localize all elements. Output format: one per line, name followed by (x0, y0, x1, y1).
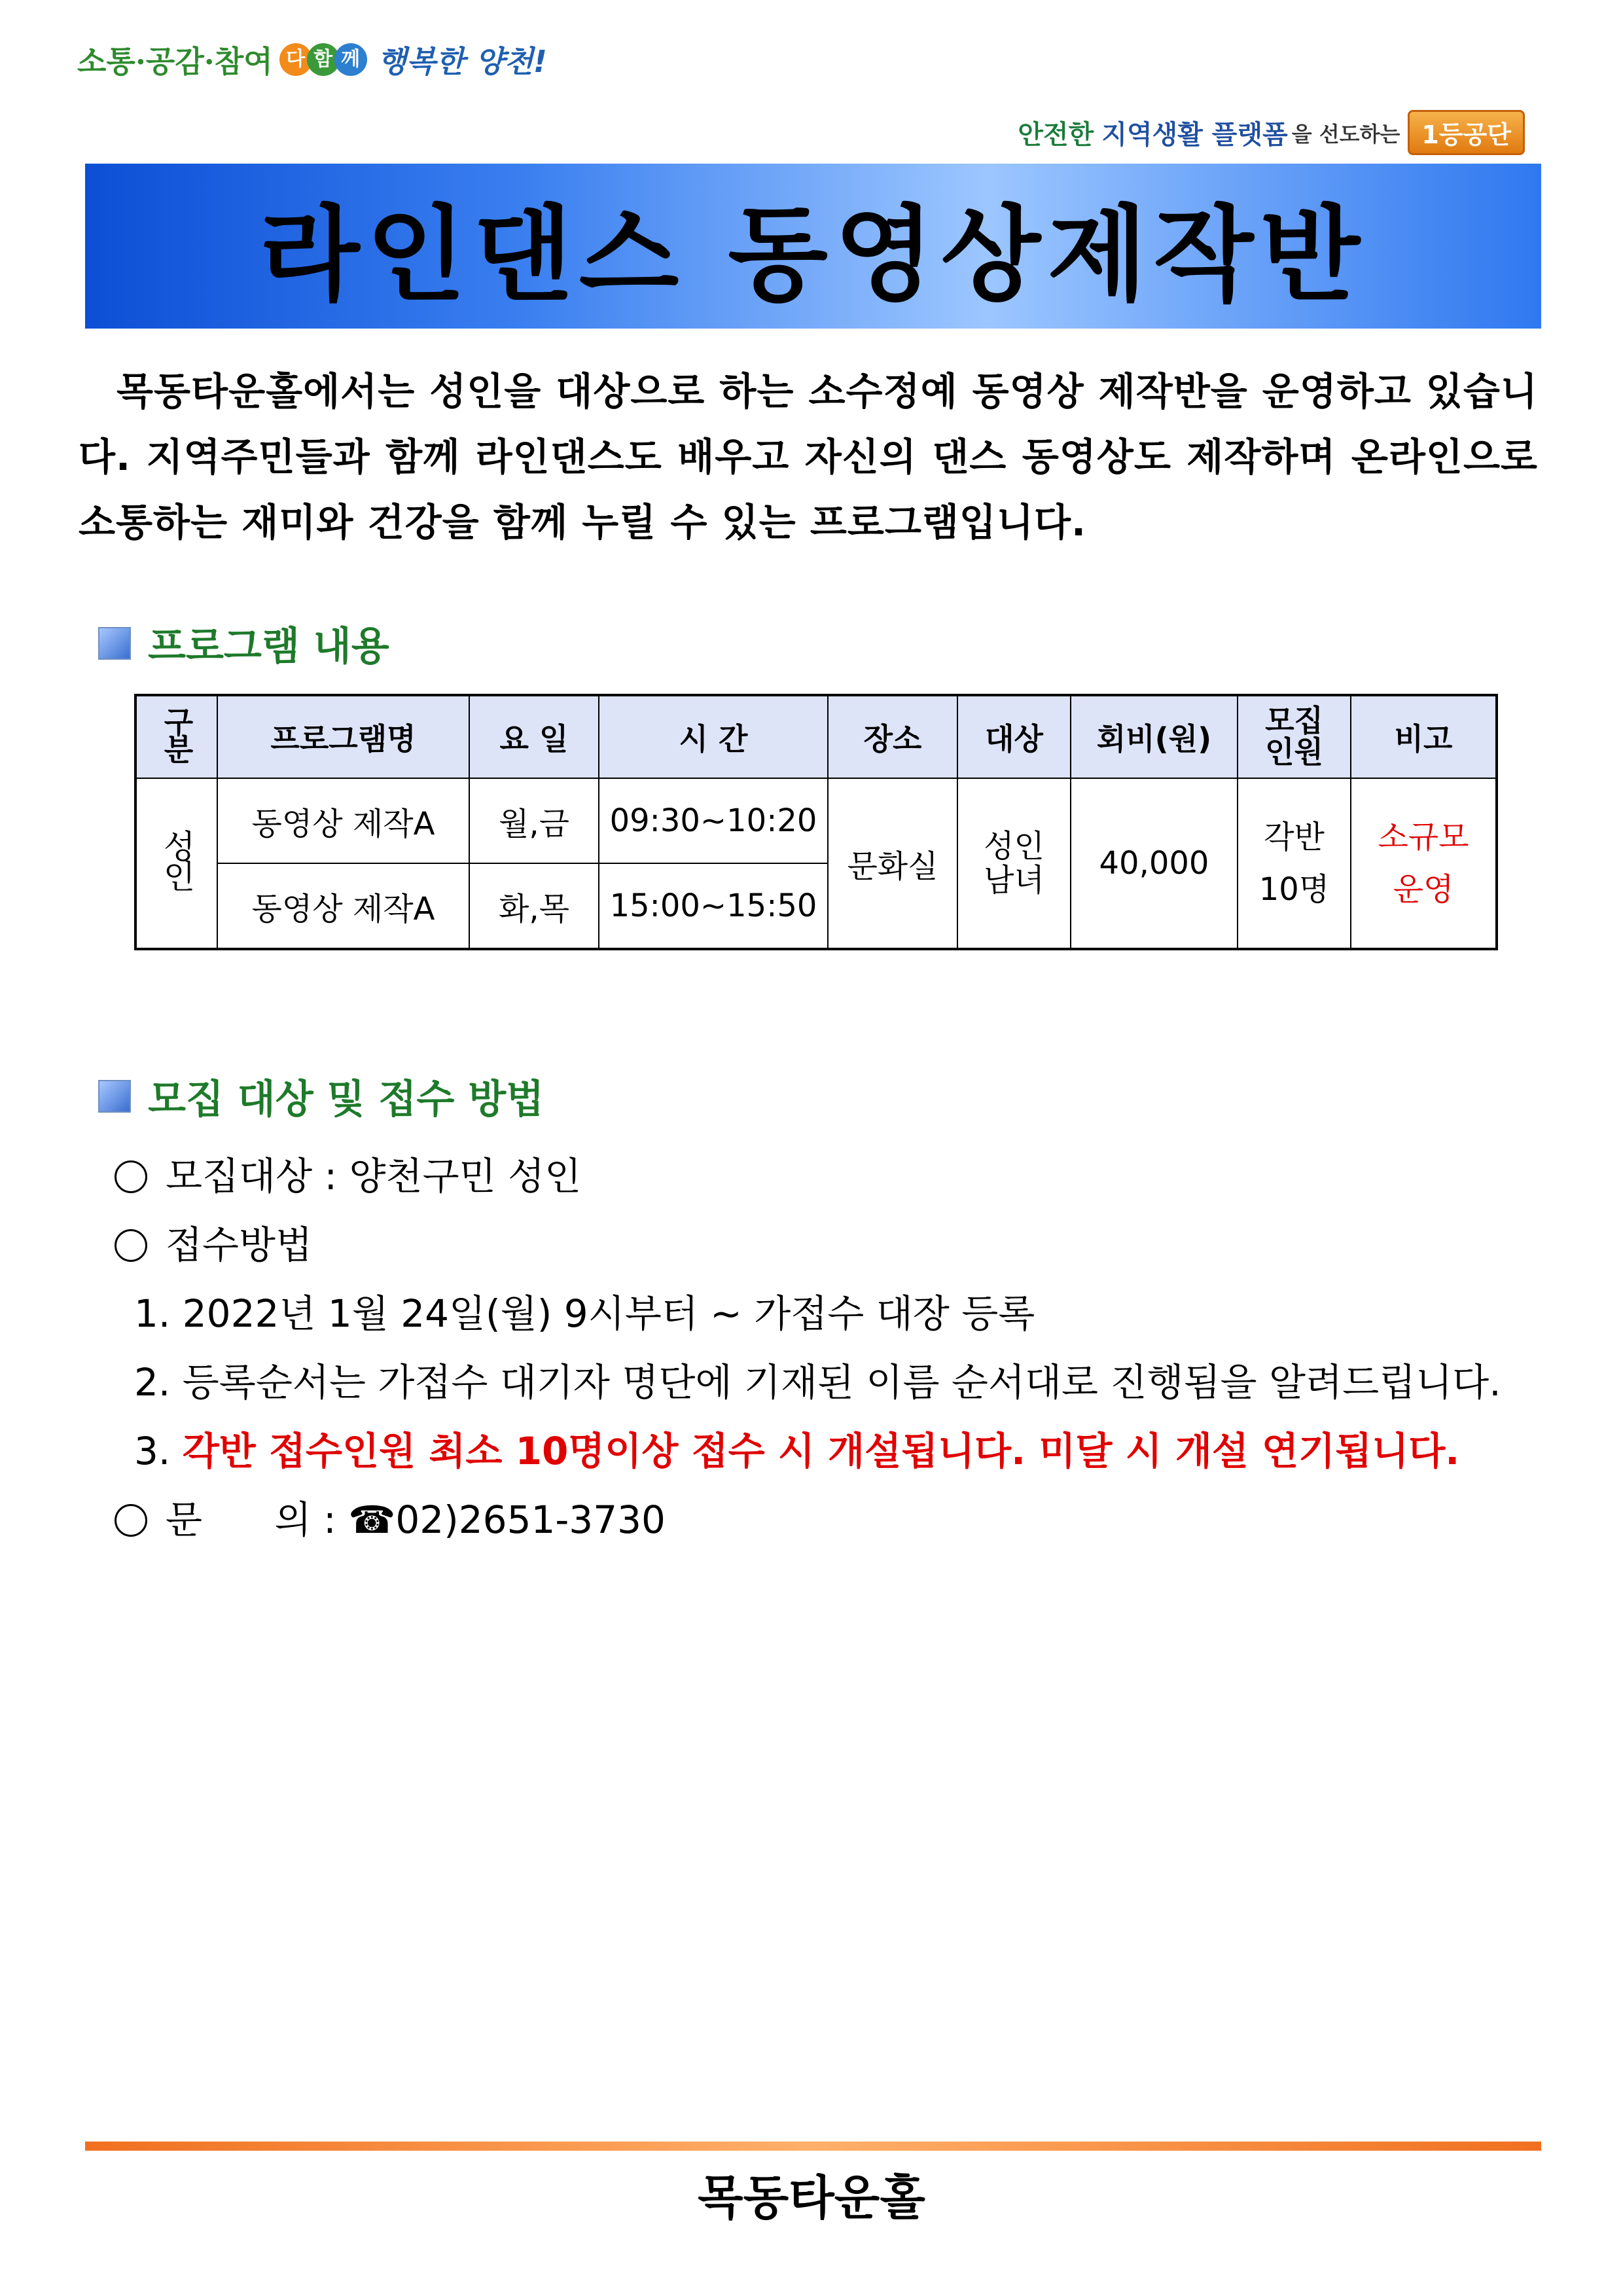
cell-time: 09:30~10:20 (599, 778, 828, 863)
logo-letter-da: 다 (279, 43, 312, 76)
recruit-step-2: 2. 등록순서는 가접수 대기자 명단에 기재된 이름 순서대로 진행됨을 알려드립니다. (134, 1360, 1501, 1405)
table-row (135, 778, 1497, 863)
platform-text-b: 지역생활 플랫폼 (1101, 120, 1288, 150)
header-fee: 회비(원) (1071, 695, 1238, 778)
header-program: 프로그램명 (217, 695, 469, 778)
slogan (77, 38, 547, 81)
recruit-method: 접수방법 (115, 1214, 312, 1269)
platform-text-c: 을 선도하는 (1291, 121, 1400, 147)
recruit-target: 모집대상 : 양천구민 성인 (115, 1145, 581, 1200)
header-target: 대상 (957, 695, 1071, 778)
cell-time: 15:00~15:50 (599, 863, 828, 949)
footer-title: 목동타운홀 (698, 2170, 925, 2225)
cell-day: 화,목 (469, 863, 599, 949)
footer-divider (85, 2142, 1541, 2151)
section-title: 프로그램 내용 (148, 624, 389, 670)
cell-fee: 40,000 (1071, 778, 1238, 949)
section-title: 모집 대상 및 접수 방법 (148, 1077, 544, 1122)
logo-letter-kke: 께 (334, 43, 367, 76)
step-3-emphasis: 각반 접수인원 최소 10명이상 접수 시 개설됩니다. 미달 시 개설 연기됩니다. (182, 1429, 1460, 1473)
square-bullet-icon (98, 1080, 131, 1113)
cell-program-name: 동영상 제작A (217, 778, 469, 863)
logo-letter-ham: 함 (307, 43, 340, 76)
table-header-row (135, 695, 1497, 778)
program-table (134, 694, 1498, 950)
square-bullet-icon (98, 627, 131, 660)
cell-target: 성인 남녀 (957, 778, 1071, 949)
header-place: 장소 (828, 695, 957, 778)
cell-day: 월,금 (469, 778, 599, 863)
circle-bullet-icon (115, 1229, 147, 1262)
section-heading-program (98, 615, 389, 672)
recruit-step-1: 1. 2022년 1월 24일(월) 9시부터 ~ 가접수 대장 등록 (134, 1291, 1035, 1336)
page-title: 라인댄스 동영상제작반 (259, 194, 1367, 315)
cell-capacity: 각반 10명 (1238, 778, 1351, 949)
slogan-right: 행복한 양천! (377, 44, 547, 79)
header-time: 시 간 (599, 695, 828, 778)
recruit-step-3: 3. 각반 접수인원 최소 10명이상 접수 시 개설됩니다. 미달 시 개설 연기됩니다. (134, 1429, 1460, 1473)
first-rank-badge: 1등공단 (1408, 110, 1525, 155)
section-heading-recruit (98, 1068, 544, 1124)
intro-paragraph: 목동타운홀에서는 성인을 대상으로 하는 소수정예 동영상 제작반을 운영하고 있습니다. 지역주민들과 함께 라인댄스도 배우고 자신의 댄스 동영상도 제작하며 온라인으로 소통하는 재미와 건강을 함께 누릴 수 있는 프로그램입니다. (79, 369, 1538, 545)
cell-note: 소규모 운영 (1351, 778, 1497, 949)
slogan-left: 소통·공감·참여 (77, 44, 273, 79)
header-note: 비고 (1351, 695, 1497, 778)
contact-line: 문 의 : ☎02)2651-3730 (115, 1489, 666, 1544)
phone-number: ☎02)2651-3730 (348, 1498, 666, 1542)
circle-bullet-icon (115, 1160, 147, 1193)
platform-slogan (1018, 110, 1525, 155)
cell-place: 문화실 (828, 778, 957, 949)
header-capacity: 모집인원 (1238, 695, 1351, 778)
platform-text-a: 안전한 (1018, 120, 1094, 150)
cell-program-name: 동영상 제작A (217, 863, 469, 949)
circle-bullet-icon (115, 1504, 147, 1537)
dahamkke-logo (279, 43, 362, 76)
cell-group: 성인 (135, 778, 217, 949)
header-group: 구분 (135, 695, 217, 778)
header-day: 요 일 (469, 695, 599, 778)
